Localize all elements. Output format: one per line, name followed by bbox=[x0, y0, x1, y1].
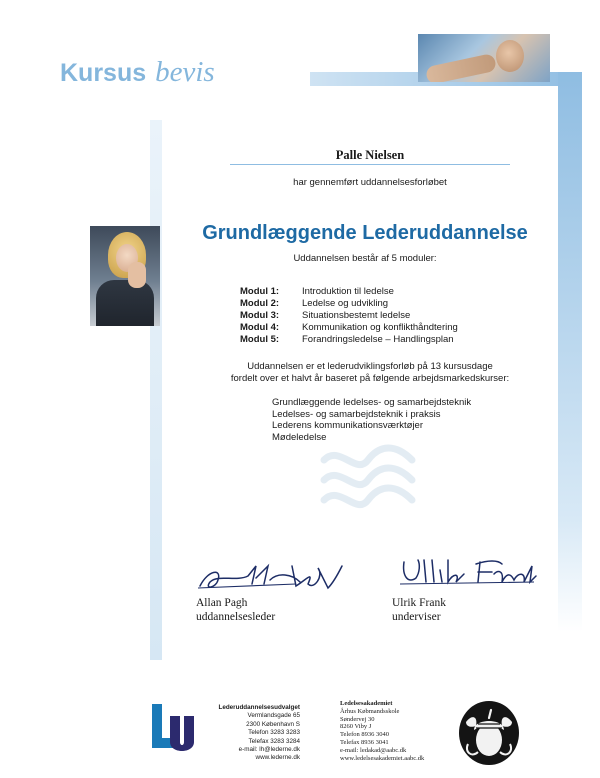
program-line-1: Uddannelsen er et lederudviklingsforløb på 13 kursusdage bbox=[247, 361, 493, 372]
module-row bbox=[240, 298, 458, 310]
signer-name: Ulrik Frank bbox=[392, 597, 446, 609]
decorative-strip-right bbox=[558, 72, 582, 632]
name-underline bbox=[230, 164, 510, 165]
module-label: Modul 3: bbox=[240, 310, 280, 321]
module-list bbox=[240, 286, 458, 346]
footer-right-email: e-mail: ledakad@aabc.dk bbox=[340, 746, 407, 754]
signer-2 bbox=[392, 596, 446, 624]
recipient-name: Palle Nielsen bbox=[335, 148, 405, 162]
photo-man-writing bbox=[418, 34, 550, 82]
decorative-strip-left bbox=[150, 120, 162, 660]
footer-right-school: Århus Købmandsskole bbox=[340, 707, 400, 715]
wave-watermark-icon bbox=[318, 440, 418, 520]
module-row bbox=[240, 322, 458, 334]
footer-right-org: Ledelsesakademiet bbox=[340, 700, 393, 707]
course-list bbox=[272, 397, 471, 443]
program-line-2: fordelt over et halvt år baseret på følgende arbejdsmarkedskurser: bbox=[230, 373, 510, 384]
module-row bbox=[240, 334, 458, 346]
module-label: Modul 4: bbox=[240, 322, 280, 333]
footer-left-email: e-mail: lh@lederne.dk bbox=[238, 746, 300, 754]
module-row bbox=[240, 286, 458, 298]
course-title: Grundlæggende Lederuddannelse bbox=[202, 222, 528, 244]
program-description bbox=[200, 361, 540, 385]
acorn-emblem-icon bbox=[458, 700, 520, 766]
module-title: Introduktion til ledelse bbox=[302, 286, 394, 297]
footer-left-city: 2300 København S bbox=[246, 720, 300, 728]
signer-name: Allan Pagh bbox=[196, 597, 248, 609]
module-title: Forandringsledelse – Handlingsplan bbox=[302, 334, 454, 345]
footer-right-city: 8260 Viby J bbox=[340, 723, 372, 731]
lu-logo-icon bbox=[150, 702, 200, 760]
footer-right-fax: Telefax 8936 3041 bbox=[340, 738, 389, 746]
footer-address-left bbox=[200, 704, 300, 763]
document-brand-title bbox=[60, 56, 215, 89]
module-title: Kommunikation og konflikthåndtering bbox=[302, 322, 458, 333]
module-label: Modul 2: bbox=[240, 298, 280, 309]
completed-text: har gennemført uddannelsesforløbet bbox=[293, 177, 447, 188]
footer-left-street: Vermlandsgade 65 bbox=[247, 712, 300, 720]
brand-word-2: bevis bbox=[155, 56, 215, 88]
module-row bbox=[240, 310, 458, 322]
footer-right-web: www.ledelsesakademiet.aabc.dk bbox=[340, 754, 425, 762]
signature-allan-pagh bbox=[196, 560, 346, 594]
signer-1 bbox=[196, 596, 275, 624]
footer-left-web: www.lederne.dk bbox=[255, 754, 300, 762]
signer-role: uddannelsesleder bbox=[196, 611, 276, 623]
signer-role: underviser bbox=[392, 611, 441, 623]
footer-left-phone: Telefon 3283 3283 bbox=[248, 729, 300, 737]
module-label: Modul 1: bbox=[240, 286, 280, 297]
course-item: Grundlæggende ledelses- og samarbejdsteknik bbox=[272, 397, 472, 408]
footer-left-fax: Telefax 3283 3284 bbox=[248, 737, 300, 745]
course-item: Mødeledelse bbox=[272, 431, 327, 443]
footer-right-street: Søndervej 30 bbox=[340, 715, 375, 723]
course-item: Ledelses- og samarbejdsteknik i praksis bbox=[272, 408, 441, 420]
signature-ulrik-frank bbox=[398, 556, 538, 590]
footer-address-right bbox=[340, 700, 450, 762]
photo-woman bbox=[90, 226, 160, 326]
footer-right-phone: Telefon 8936 3040 bbox=[340, 731, 390, 739]
module-label: Modul 5: bbox=[240, 334, 280, 345]
module-title: Situationsbestemt ledelse bbox=[302, 310, 411, 321]
footer-left-org: Lederuddannelsesudvalget bbox=[218, 704, 300, 711]
consists-text: Uddannelsen består af 5 moduler: bbox=[293, 253, 437, 264]
brand-word-1: Kursus bbox=[60, 59, 147, 87]
course-item: Lederens kommunikationsværktøjer bbox=[272, 420, 424, 431]
module-title: Ledelse og udvikling bbox=[302, 298, 389, 309]
